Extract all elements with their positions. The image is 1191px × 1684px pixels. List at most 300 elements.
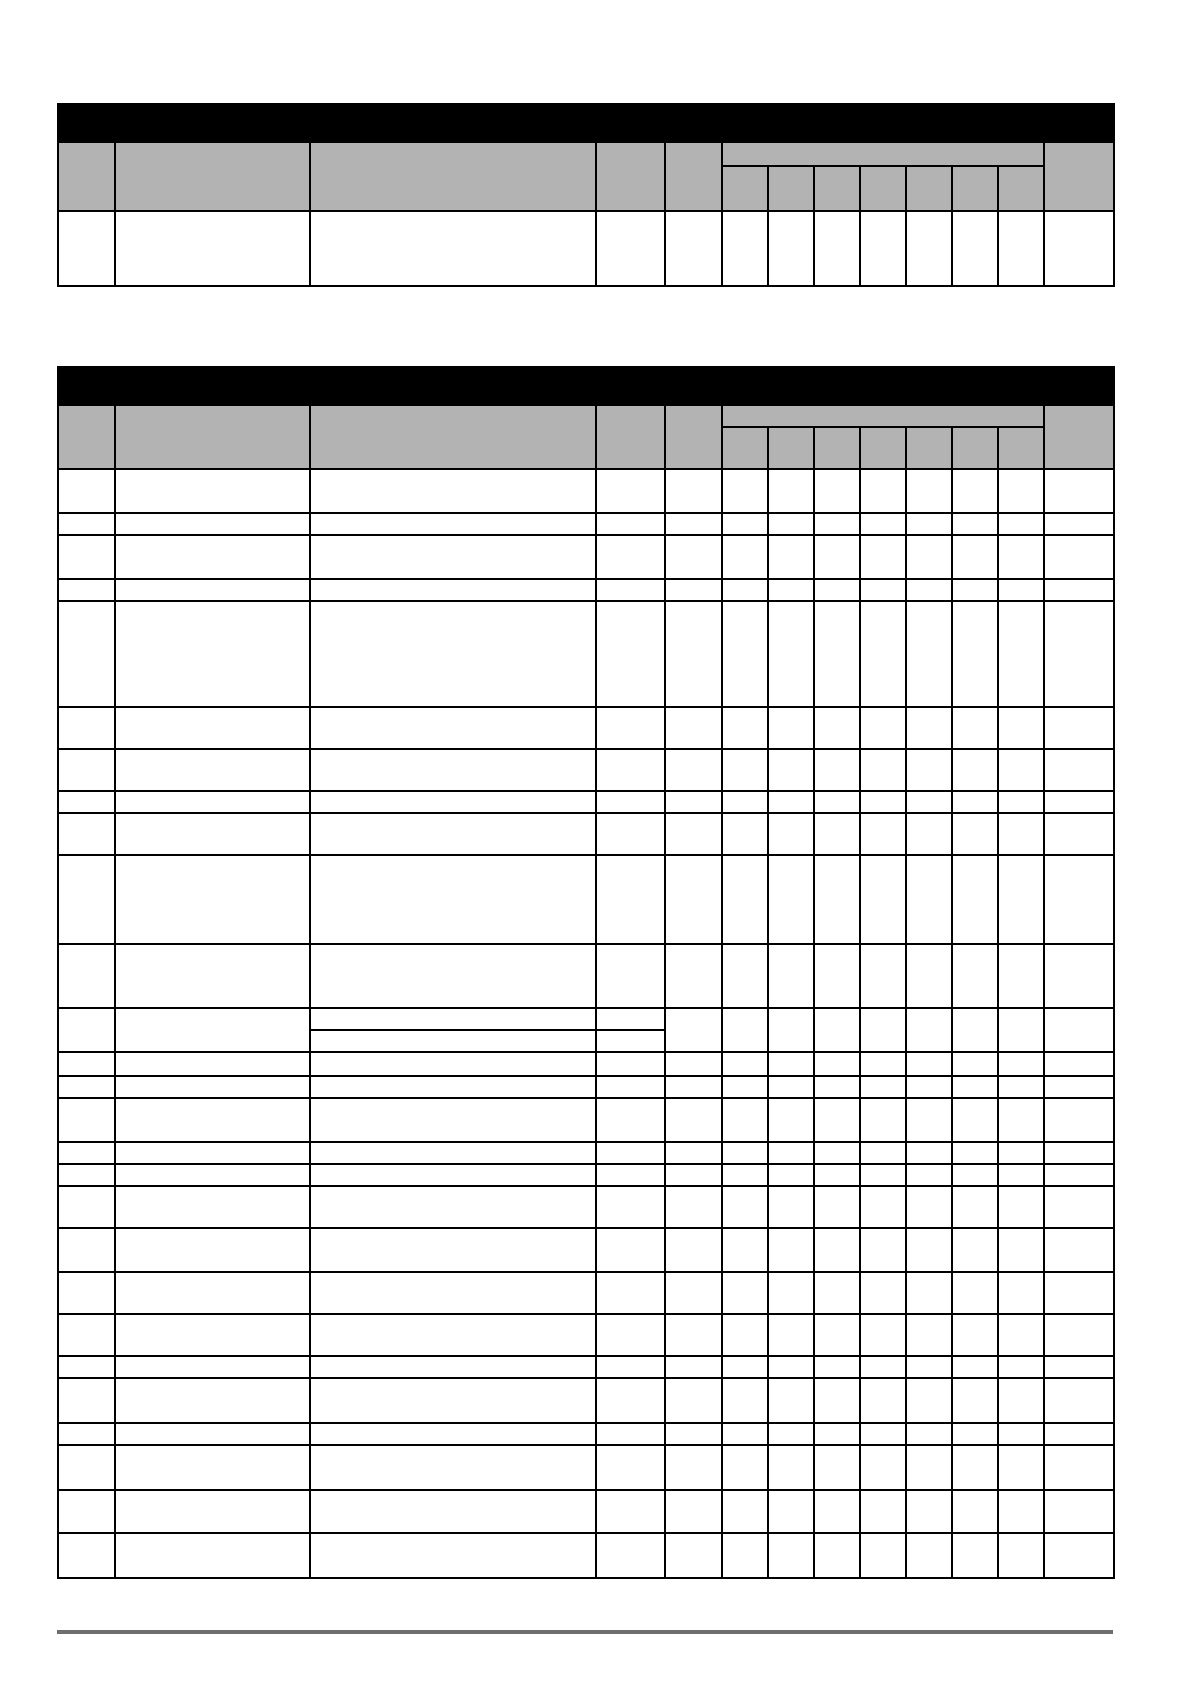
- table-cell: [814, 813, 860, 855]
- table-cell: [310, 535, 596, 579]
- subheader-cell: [860, 427, 906, 469]
- table-cell: [115, 1490, 310, 1533]
- table-cell: [860, 579, 906, 601]
- table-cell: [814, 1076, 860, 1098]
- table-cell: [952, 469, 998, 513]
- table-cell: [952, 1356, 998, 1378]
- table-cell: [1044, 1098, 1114, 1142]
- table-cell: [596, 1445, 665, 1490]
- table-cell: [58, 1356, 115, 1378]
- table-cell: [665, 1490, 722, 1533]
- table-cell: [310, 1378, 596, 1423]
- table-cell: [768, 1052, 814, 1076]
- table-cell: [860, 1445, 906, 1490]
- table-cell: [58, 749, 115, 791]
- table-cell: [998, 1314, 1044, 1356]
- table-cell: [310, 1052, 596, 1076]
- table-cell: [310, 707, 596, 749]
- table-row: [58, 1142, 1114, 1164]
- table-cell: [665, 469, 722, 513]
- table-cell: [906, 1076, 952, 1098]
- table-cell: [768, 791, 814, 813]
- table-cell: [115, 1076, 310, 1098]
- table-cell: [1044, 1186, 1114, 1228]
- table-cell: [952, 535, 998, 579]
- table-cell: [310, 211, 596, 286]
- table-cell: [906, 707, 952, 749]
- table-cell: [768, 1533, 814, 1578]
- table-cell: [596, 1533, 665, 1578]
- table-cell: [998, 601, 1044, 707]
- table-row: [58, 1356, 1114, 1378]
- table-row: [58, 1008, 1114, 1030]
- table-cell: [860, 1423, 906, 1445]
- table-cell: [768, 855, 814, 944]
- table-cell: [596, 1030, 665, 1052]
- table-cell: [58, 1490, 115, 1533]
- table-cell: [722, 1356, 768, 1378]
- table-cell: [58, 1076, 115, 1098]
- table-cell: [906, 1164, 952, 1186]
- table-cell: [814, 1052, 860, 1076]
- table-cell: [768, 1164, 814, 1186]
- table-cell: [768, 211, 814, 286]
- table-cell: [665, 1314, 722, 1356]
- table-cell: [58, 1008, 115, 1052]
- table-cell: [768, 707, 814, 749]
- table-cell: [1044, 601, 1114, 707]
- footer-rule: [57, 1630, 1113, 1634]
- table-cell: [814, 1490, 860, 1533]
- table-cell: [952, 1272, 998, 1314]
- table-cell: [665, 1142, 722, 1164]
- table-cell: [768, 749, 814, 791]
- table-cell: [952, 513, 998, 535]
- table-cell: [596, 944, 665, 1008]
- table-cell: [814, 855, 860, 944]
- table-cell: [768, 1142, 814, 1164]
- table-cell: [952, 944, 998, 1008]
- table-cell: [768, 579, 814, 601]
- table-cell: [58, 1228, 115, 1272]
- table-cell: [310, 1186, 596, 1228]
- table-cell: [665, 513, 722, 535]
- table-cell: [665, 1186, 722, 1228]
- table-cell: [310, 1008, 596, 1030]
- table-cell: [115, 1008, 310, 1052]
- table-cell: [906, 944, 952, 1008]
- header-cell: [58, 142, 115, 211]
- table-cell: [310, 1314, 596, 1356]
- table-cell: [665, 211, 722, 286]
- table-cell: [115, 535, 310, 579]
- table-cell: [952, 791, 998, 813]
- table-row: [58, 1533, 1114, 1578]
- table-cell: [722, 791, 768, 813]
- subheader-cell: [768, 166, 814, 211]
- table-cell: [998, 1052, 1044, 1076]
- table-cell: [952, 813, 998, 855]
- table-cell: [596, 1314, 665, 1356]
- table-cell: [1044, 944, 1114, 1008]
- table-cell: [906, 1356, 952, 1378]
- table-cell: [58, 513, 115, 535]
- table-cell: [860, 1314, 906, 1356]
- table-cell: [310, 1356, 596, 1378]
- table-cell: [906, 513, 952, 535]
- table-cell: [722, 601, 768, 707]
- table-row: [58, 791, 1114, 813]
- table-cell: [1044, 749, 1114, 791]
- table-cell: [998, 1142, 1044, 1164]
- table-cell: [952, 1008, 998, 1052]
- table-cell: [814, 1142, 860, 1164]
- table-cell: [722, 813, 768, 855]
- table-cell: [115, 944, 310, 1008]
- table-cell: [665, 535, 722, 579]
- table-cell: [860, 813, 906, 855]
- table-cell: [596, 813, 665, 855]
- table-cell: [722, 1098, 768, 1142]
- subheader-cell: [814, 427, 860, 469]
- table-1: [57, 103, 1115, 287]
- table-cell: [906, 1272, 952, 1314]
- table-cell: [58, 1423, 115, 1445]
- table-cell: [58, 855, 115, 944]
- table-cell: [310, 749, 596, 791]
- table-cell: [596, 535, 665, 579]
- table-cell: [1044, 1445, 1114, 1490]
- table-cell: [998, 749, 1044, 791]
- table-cell: [115, 1272, 310, 1314]
- table-cell: [952, 1052, 998, 1076]
- subheader-cell: [906, 427, 952, 469]
- table-cell: [596, 1272, 665, 1314]
- table-cell: [665, 1445, 722, 1490]
- table-cell: [998, 1186, 1044, 1228]
- table-cell: [860, 1142, 906, 1164]
- table-cell: [58, 944, 115, 1008]
- table-cell: [814, 535, 860, 579]
- table-cell: [115, 1378, 310, 1423]
- table-cell: [814, 513, 860, 535]
- table-cell: [310, 1423, 596, 1445]
- table-cell: [860, 1186, 906, 1228]
- table-cell: [310, 855, 596, 944]
- table-cell: [58, 211, 115, 286]
- table-cell: [665, 601, 722, 707]
- table-cell: [768, 944, 814, 1008]
- table-cell: [814, 469, 860, 513]
- table-cell: [665, 1052, 722, 1076]
- table-cell: [596, 855, 665, 944]
- table-row: [58, 1423, 1114, 1445]
- table-cell: [310, 1164, 596, 1186]
- table-cell: [998, 791, 1044, 813]
- header-cell: [58, 405, 115, 469]
- subheader-cell: [952, 166, 998, 211]
- table-cell: [115, 1445, 310, 1490]
- table-cell: [665, 855, 722, 944]
- table-cell: [596, 513, 665, 535]
- table-row: [58, 1314, 1114, 1356]
- table-cell: [860, 707, 906, 749]
- subheader-cell: [768, 427, 814, 469]
- table-cell: [58, 1445, 115, 1490]
- table-cell: [1044, 791, 1114, 813]
- table-cell: [814, 211, 860, 286]
- table-cell: [115, 211, 310, 286]
- table-cell: [115, 469, 310, 513]
- table-cell: [906, 1052, 952, 1076]
- table-cell: [596, 1423, 665, 1445]
- table-cell: [722, 535, 768, 579]
- table-row: [58, 855, 1114, 944]
- table-cell: [998, 1356, 1044, 1378]
- table-cell: [906, 1142, 952, 1164]
- table-cell: [1044, 1356, 1114, 1378]
- table-cell: [58, 579, 115, 601]
- table-cell: [814, 707, 860, 749]
- table-cell: [115, 855, 310, 944]
- table-cell: [1044, 1142, 1114, 1164]
- table-cell: [952, 707, 998, 749]
- header-cell: [596, 405, 665, 469]
- table-cell: [310, 1533, 596, 1578]
- table-cell: [310, 791, 596, 813]
- table-row: [58, 1076, 1114, 1098]
- table-cell: [58, 1272, 115, 1314]
- table-row: [58, 1378, 1114, 1423]
- table-cell: [998, 469, 1044, 513]
- table-cell: [860, 944, 906, 1008]
- table-cell: [814, 791, 860, 813]
- header-cell: [310, 142, 596, 211]
- table-cell: [115, 1186, 310, 1228]
- table-cell: [722, 944, 768, 1008]
- table-cell: [115, 1314, 310, 1356]
- table-cell: [58, 469, 115, 513]
- table-cell: [58, 707, 115, 749]
- table-cell: [665, 1164, 722, 1186]
- table-cell: [1044, 579, 1114, 601]
- table-cell: [952, 855, 998, 944]
- table-cell: [310, 513, 596, 535]
- table-cell: [814, 1164, 860, 1186]
- table-cell: [998, 535, 1044, 579]
- table-cell: [1044, 1008, 1114, 1052]
- table-cell: [722, 1076, 768, 1098]
- table-row: [58, 1052, 1114, 1076]
- table-row: [58, 1445, 1114, 1490]
- table-cell: [722, 1378, 768, 1423]
- table-cell: [115, 1142, 310, 1164]
- table-cell: [115, 1356, 310, 1378]
- table-row: [58, 1272, 1114, 1314]
- table-cell: [596, 579, 665, 601]
- table-row: [58, 944, 1114, 1008]
- table-cell: [814, 1272, 860, 1314]
- table-cell: [1044, 1490, 1114, 1533]
- table-title: [58, 367, 1114, 405]
- header-cell: [665, 405, 722, 469]
- table-cell: [860, 791, 906, 813]
- table-cell: [860, 1052, 906, 1076]
- table-cell: [310, 1030, 596, 1052]
- table-cell: [596, 1378, 665, 1423]
- table-cell: [665, 944, 722, 1008]
- table-row: [58, 1164, 1114, 1186]
- group-header-cell: [722, 405, 1044, 427]
- table-cell: [665, 813, 722, 855]
- table-cell: [768, 1314, 814, 1356]
- table-cell: [906, 1378, 952, 1423]
- table-cell: [814, 1378, 860, 1423]
- table-row: [58, 749, 1114, 791]
- table-cell: [860, 211, 906, 286]
- table-cell: [814, 944, 860, 1008]
- table-cell: [768, 513, 814, 535]
- table-cell: [860, 1076, 906, 1098]
- subheader-cell: [722, 166, 768, 211]
- table-cell: [768, 1008, 814, 1052]
- table-cell: [115, 513, 310, 535]
- table-cell: [596, 1076, 665, 1098]
- table-cell: [860, 1272, 906, 1314]
- table-cell: [906, 469, 952, 513]
- table-cell: [58, 1378, 115, 1423]
- header-cell: [665, 142, 722, 211]
- table-cell: [906, 813, 952, 855]
- group-header-cell: [722, 142, 1044, 166]
- subheader-cell: [952, 427, 998, 469]
- table-cell: [860, 1356, 906, 1378]
- table-cell: [1044, 707, 1114, 749]
- table-cell: [665, 1272, 722, 1314]
- table-cell: [596, 1164, 665, 1186]
- table-cell: [814, 601, 860, 707]
- table-cell: [952, 1228, 998, 1272]
- table-cell: [665, 1533, 722, 1578]
- table-cell: [310, 1098, 596, 1142]
- table-cell: [58, 1052, 115, 1076]
- table-cell: [310, 601, 596, 707]
- table-cell: [814, 1314, 860, 1356]
- table-cell: [952, 1445, 998, 1490]
- table-cell: [722, 1445, 768, 1490]
- table-cell: [115, 1164, 310, 1186]
- table-cell: [722, 1186, 768, 1228]
- table-cell: [1044, 1378, 1114, 1423]
- table-cell: [1044, 1423, 1114, 1445]
- table-cell: [722, 1228, 768, 1272]
- table-cell: [1044, 1164, 1114, 1186]
- table-cell: [860, 1378, 906, 1423]
- table-cell: [860, 601, 906, 707]
- table-cell: [860, 1008, 906, 1052]
- table-cell: [722, 749, 768, 791]
- table-cell: [1044, 535, 1114, 579]
- table-cell: [952, 1186, 998, 1228]
- table-cell: [952, 749, 998, 791]
- table-row: [58, 1228, 1114, 1272]
- table-cell: [115, 813, 310, 855]
- table-cell: [722, 855, 768, 944]
- subheader-cell: [906, 166, 952, 211]
- table-cell: [952, 1533, 998, 1578]
- table-cell: [665, 1356, 722, 1378]
- table-cell: [665, 1378, 722, 1423]
- table-cell: [722, 1052, 768, 1076]
- table-cell: [722, 1533, 768, 1578]
- table-row: [58, 707, 1114, 749]
- table-cell: [906, 1533, 952, 1578]
- table-cell: [906, 1186, 952, 1228]
- table-cell: [906, 1098, 952, 1142]
- table-cell: [860, 1533, 906, 1578]
- table-cell: [906, 535, 952, 579]
- table-cell: [814, 1186, 860, 1228]
- table-cell: [906, 601, 952, 707]
- table-cell: [998, 944, 1044, 1008]
- table-cell: [768, 1098, 814, 1142]
- table-cell: [722, 513, 768, 535]
- table-cell: [310, 1490, 596, 1533]
- table-cell: [310, 1228, 596, 1272]
- table-row: [58, 469, 1114, 513]
- table-cell: [115, 1533, 310, 1578]
- table-cell: [1044, 855, 1114, 944]
- table-cell: [115, 601, 310, 707]
- subheader-cell: [998, 427, 1044, 469]
- header-cell: [310, 405, 596, 469]
- table-cell: [722, 579, 768, 601]
- table-cell: [665, 791, 722, 813]
- table-cell: [906, 1445, 952, 1490]
- table-cell: [665, 579, 722, 601]
- table-cell: [814, 1098, 860, 1142]
- table-cell: [814, 1423, 860, 1445]
- table-cell: [722, 1142, 768, 1164]
- table-cell: [1044, 1272, 1114, 1314]
- table-cell: [906, 855, 952, 944]
- table-cell: [115, 707, 310, 749]
- table-cell: [952, 601, 998, 707]
- table-cell: [860, 513, 906, 535]
- table-cell: [860, 1490, 906, 1533]
- table-cell: [952, 211, 998, 286]
- table-cell: [115, 1052, 310, 1076]
- table-cell: [58, 791, 115, 813]
- table-cell: [1044, 1052, 1114, 1076]
- table-cell: [1044, 813, 1114, 855]
- table-cell: [768, 1076, 814, 1098]
- table-cell: [906, 1423, 952, 1445]
- table-cell: [906, 1008, 952, 1052]
- table-cell: [1044, 1314, 1114, 1356]
- table-cell: [998, 1423, 1044, 1445]
- table-cell: [115, 1423, 310, 1445]
- table-cell: [952, 1490, 998, 1533]
- table-cell: [998, 1076, 1044, 1098]
- table-cell: [310, 944, 596, 1008]
- table-cell: [596, 1228, 665, 1272]
- table-cell: [860, 469, 906, 513]
- table-cell: [58, 1142, 115, 1164]
- table-cell: [952, 1142, 998, 1164]
- table-title: [58, 104, 1114, 142]
- table-cell: [58, 1533, 115, 1578]
